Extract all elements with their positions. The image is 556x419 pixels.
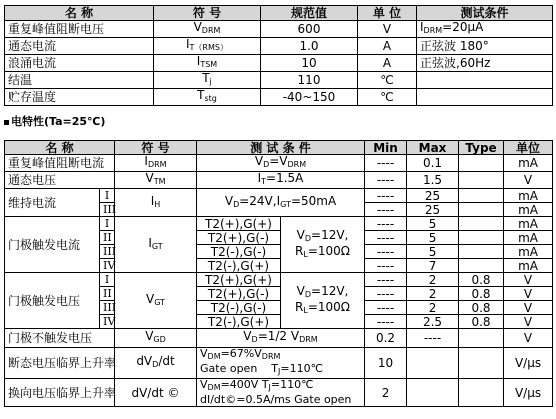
row-max: 2 [407, 301, 459, 315]
row-unit: V [504, 287, 553, 301]
row-min: ---- [365, 287, 407, 301]
row-unit: mA [504, 245, 553, 259]
row-min: ---- [365, 259, 407, 273]
quadrant-condition: T2(+),G(-) [197, 231, 281, 245]
row-name: 重复峰值阻断电流 [5, 155, 115, 172]
row-type [459, 245, 504, 259]
bias-condition: $V_D=12V$, $R_L=100\Omega$ [281, 217, 365, 273]
row-unit: A [358, 38, 417, 55]
row-unit: mA [504, 155, 553, 172]
row-symbol: dV/dt © [115, 379, 197, 407]
row-type: 0.8 [459, 301, 504, 315]
row-condition: $V_{DM}=400V$ $T_J=110℃$ dI/dt©=0.5A/ms Gate open [197, 379, 365, 407]
row-value: 110 [261, 72, 358, 89]
table-row [5, 89, 553, 106]
row-min: ---- [365, 217, 407, 231]
row-symbol: $I_{GT}$ [115, 217, 197, 273]
row-unit: mA [504, 217, 553, 231]
header-type: Type [459, 141, 504, 155]
row-type [459, 329, 504, 348]
quadrant-label: IV [100, 259, 115, 273]
table-row [5, 38, 553, 55]
row-name: 重复峰值阻断电压 [5, 21, 154, 38]
row-condition: $V_D=V_{DRM}$ [197, 155, 365, 172]
section-title: 电特性(Ta=25℃) [4, 113, 105, 129]
row-name: 断态电压临界上升率 [5, 348, 115, 379]
row-max: 2 [407, 273, 459, 287]
quadrant-label: I [100, 273, 115, 287]
header-symbol: 符 号 [115, 141, 197, 155]
row-name: 维持电流 [5, 189, 100, 217]
row-unit: mA [504, 259, 553, 273]
row-name: 浪涌电流 [5, 55, 154, 72]
quadrant-condition: T2(-),G(+) [197, 315, 281, 329]
row-symbol: $T_j$ [154, 72, 261, 89]
row-type: 0.8 [459, 315, 504, 329]
header-symbol: 符 号 [154, 6, 261, 21]
row-min: ---- [365, 315, 407, 329]
row-max: 2 [407, 287, 459, 301]
row-min: ---- [365, 155, 407, 172]
table-row [5, 379, 553, 407]
row-type: 0.8 [459, 287, 504, 301]
row-max [407, 379, 459, 407]
row-max: 5 [407, 245, 459, 259]
table-row [5, 348, 553, 379]
bias-condition: $V_D=12V$, $R_L=100\Omega$ [281, 273, 365, 329]
row-condition: $V_D=1/2$ $V_{DRM}$ [197, 329, 365, 348]
quadrant-label: I [100, 189, 115, 203]
quadrant-condition: T2(-),G(-) [197, 245, 281, 259]
table-row [5, 172, 553, 189]
table-row [5, 329, 553, 348]
quadrant-label: II [100, 287, 115, 301]
row-name: 结温 [5, 72, 154, 89]
header-unit: 单 位 [358, 6, 417, 21]
row-value: -40~150 [261, 89, 358, 106]
row-condition: $V_{DM}=67\%V_{DRM}$ Gate open $T_J=110℃$ [197, 348, 365, 379]
row-min: 0.2 [365, 329, 407, 348]
row-symbol: $V_{DRM}$ [154, 21, 261, 38]
quadrant-condition: T2(+),G(+) [197, 273, 281, 287]
header-value: 规范值 [261, 6, 358, 21]
row-unit: mA [504, 189, 553, 203]
row-condition: $I_T=1.5A$ [197, 172, 365, 189]
row-symbol: $I_{T(RMS)}$ [154, 38, 261, 55]
header-min: Min [365, 141, 407, 155]
row-min: ---- [365, 189, 407, 203]
row-type [459, 348, 504, 379]
row-value: 600 [261, 21, 358, 38]
row-unit: V [504, 172, 553, 189]
row-condition: 正弦波 180° [417, 38, 553, 55]
table-row [5, 21, 553, 38]
row-unit: V [358, 21, 417, 38]
row-min: ---- [365, 273, 407, 287]
table-row [5, 273, 553, 287]
row-unit: mA [504, 203, 553, 217]
row-type [459, 155, 504, 172]
row-condition: $V_D=24V,I_{GT}=50mA$ [197, 189, 365, 217]
header-name: 名 称 [5, 6, 154, 21]
row-max: 7 [407, 259, 459, 273]
row-unit: mA [504, 231, 553, 245]
table-row [5, 155, 553, 172]
table-row [5, 189, 553, 203]
row-max [407, 348, 459, 379]
header-name: 名 称 [5, 141, 115, 155]
row-max: 1.5 [407, 172, 459, 189]
header-unit: 单位 [504, 141, 553, 155]
row-type [459, 172, 504, 189]
quadrant-condition: T2(-),G(+) [197, 259, 281, 273]
quadrant-condition: T2(-),G(-) [197, 301, 281, 315]
header-max: Max [407, 141, 459, 155]
row-unit: V/μs [504, 379, 553, 407]
row-symbol: $V_{TM}$ [115, 172, 197, 189]
row-name: 通态电压 [5, 172, 115, 189]
row-symbol: $I_{TSM}$ [154, 55, 261, 72]
quadrant-label: I [100, 217, 115, 231]
row-min: ---- [365, 172, 407, 189]
row-type [459, 217, 504, 231]
row-name: 门极触发电压 [5, 273, 100, 329]
ratings-table [4, 5, 553, 106]
row-condition [417, 72, 553, 89]
row-min: ---- [365, 203, 407, 217]
row-unit: V [504, 301, 553, 315]
row-unit: V [504, 329, 553, 348]
quadrant-label: IV [100, 315, 115, 329]
row-min: ---- [365, 245, 407, 259]
row-type [459, 203, 504, 217]
row-unit: V [504, 315, 553, 329]
characteristics-header-row [5, 141, 553, 155]
row-value: 1.0 [261, 38, 358, 55]
row-name: 换向电压临界上升率 [5, 379, 115, 407]
row-max: 25 [407, 189, 459, 203]
header-condition: 测试条件 [417, 6, 553, 21]
quadrant-label: III [100, 301, 115, 315]
row-unit: A [358, 55, 417, 72]
row-type: 0.8 [459, 273, 504, 287]
quadrant-condition: T2(+),G(+) [197, 217, 281, 231]
row-max: 25 [407, 203, 459, 217]
row-condition: 正弦波,60Hz [417, 55, 553, 72]
row-min: ---- [365, 231, 407, 245]
row-symbol: $I_H$ [115, 189, 197, 217]
header-condition: 测 试 条 件 [197, 141, 365, 155]
table-row [5, 72, 553, 89]
characteristics-table [4, 140, 553, 407]
row-max: 5 [407, 231, 459, 245]
row-symbol: $V_{GT}$ [115, 273, 197, 329]
quadrant-label: III [100, 203, 115, 217]
row-min: ---- [365, 301, 407, 315]
row-type [459, 231, 504, 245]
row-type [459, 259, 504, 273]
quadrant-label: III [100, 245, 115, 259]
row-symbol: $dV_D/dt$ [115, 348, 197, 379]
row-unit: V [504, 273, 553, 287]
row-symbol: $V_{GD}$ [115, 329, 197, 348]
row-condition [417, 89, 553, 106]
row-type [459, 189, 504, 203]
quadrant-condition: T2(+),G(-) [197, 287, 281, 301]
row-unit: ℃ [358, 72, 417, 89]
bullet-icon [4, 120, 9, 125]
row-symbol: $I_{DRM}$ [115, 155, 197, 172]
row-min: 10 [365, 348, 407, 379]
row-max: 5 [407, 217, 459, 231]
row-condition: $I_{DRM}=20\mu A$ [417, 21, 553, 38]
row-max: ---- [407, 329, 459, 348]
row-min: 2 [365, 379, 407, 407]
row-unit: V/μs [504, 348, 553, 379]
row-name: 门极触发电流 [5, 217, 100, 273]
row-symbol: $T_{stg}$ [154, 89, 261, 106]
row-type [459, 379, 504, 407]
row-max: 2.5 [407, 315, 459, 329]
ratings-header-row [5, 6, 553, 21]
row-value: 10 [261, 55, 358, 72]
row-name: 贮存温度 [5, 89, 154, 106]
row-unit: ℃ [358, 89, 417, 106]
row-name: 门极不触发电压 [5, 329, 115, 348]
table-row [5, 55, 553, 72]
table-row [5, 217, 553, 231]
row-name: 通态电流 [5, 38, 154, 55]
quadrant-label: II [100, 231, 115, 245]
row-max: 0.1 [407, 155, 459, 172]
